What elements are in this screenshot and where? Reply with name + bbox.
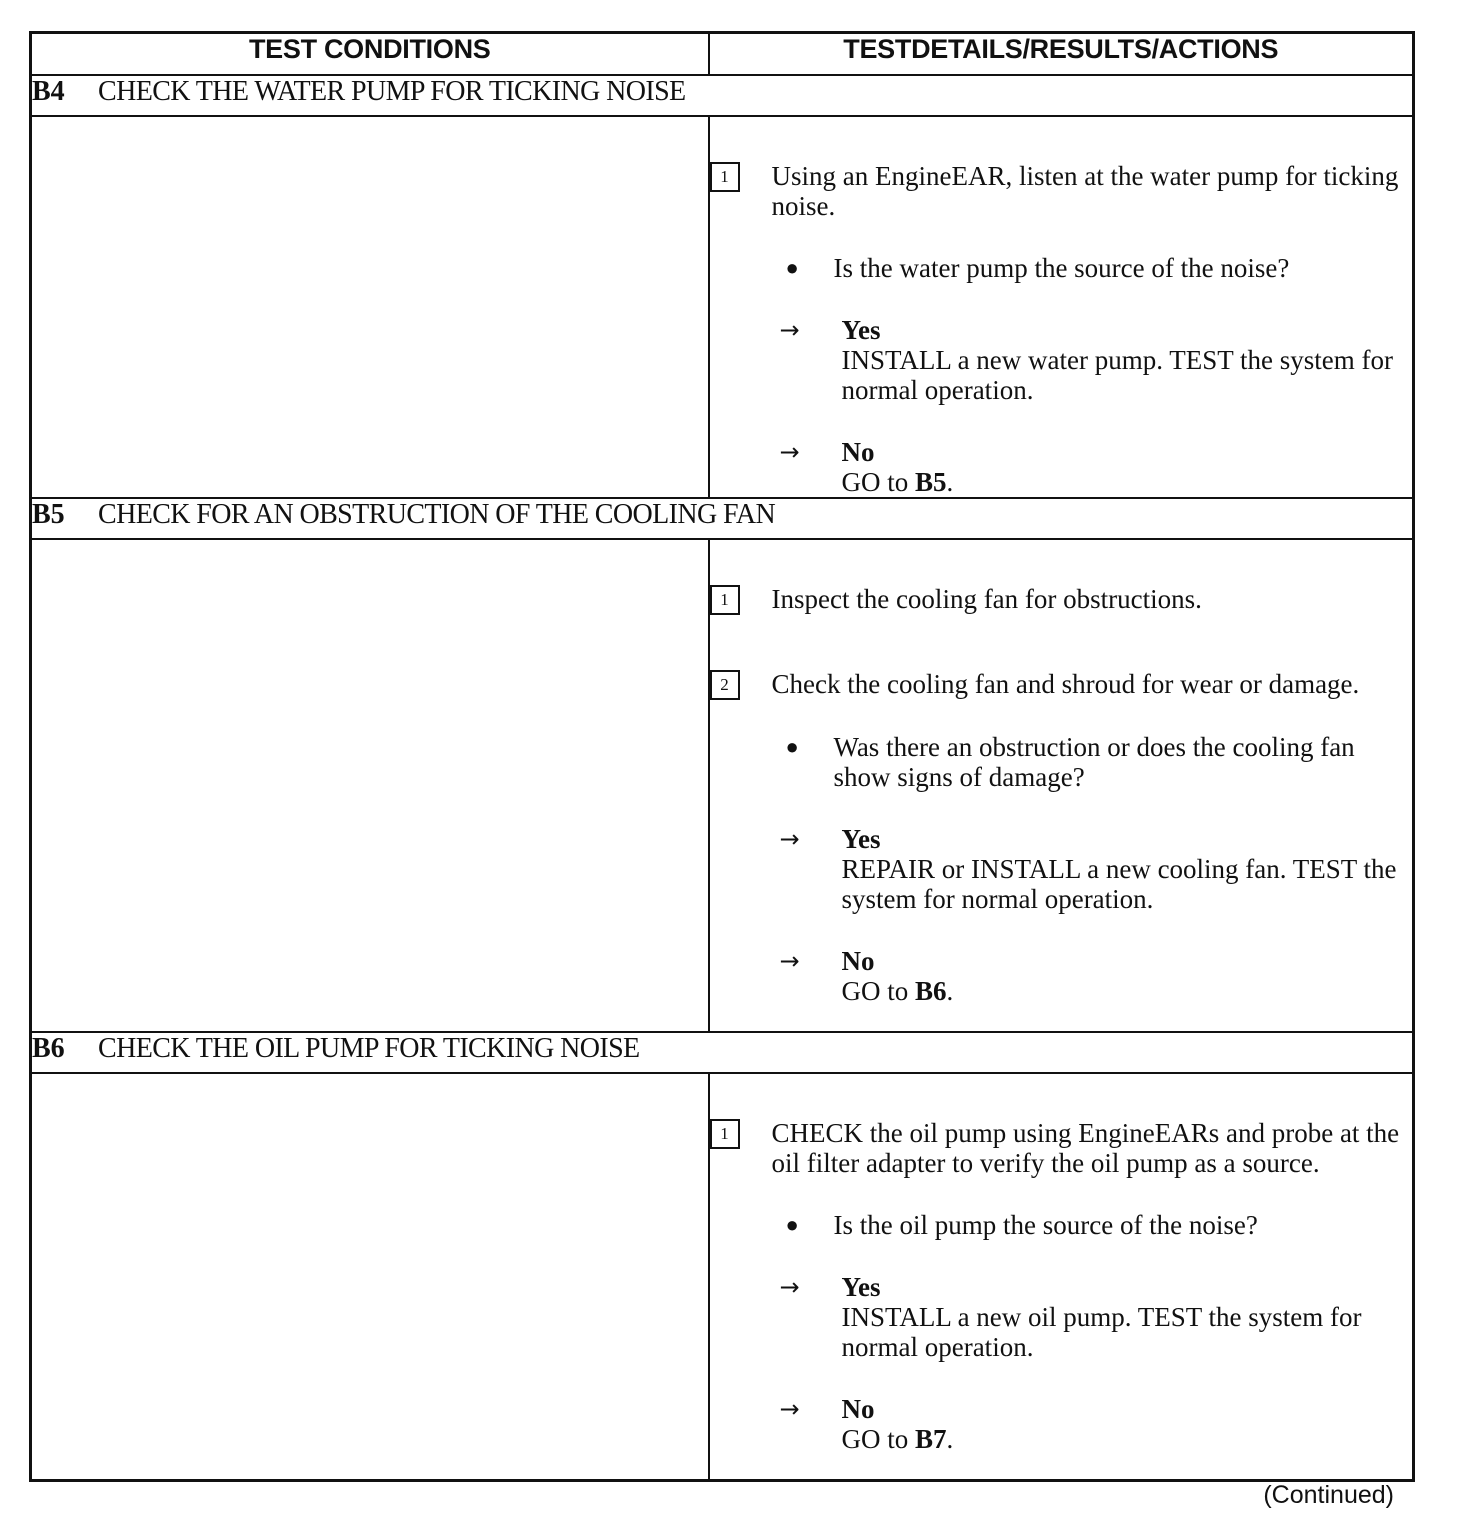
test-details-cell (709, 539, 1414, 1032)
step-number-box: 2 (710, 670, 740, 700)
test-details-header: TESTDETAILS/RESULTS/ACTIONS (709, 33, 1414, 76)
section-body-row-b5 (31, 539, 1414, 1032)
arrow-right-icon: → (779, 438, 800, 466)
step-item (710, 669, 1413, 700)
section-code: B5 (32, 499, 65, 530)
yes-action-text: INSTALL a new water pump. TEST the system for normal operation. (841, 345, 1393, 405)
no-label: No (841, 437, 875, 467)
question-item (710, 732, 1413, 792)
yes-label: Yes (841, 824, 881, 854)
question-text: Was there an obstruction or does the cooling fan show signs of damage? (833, 732, 1355, 792)
section-heading (31, 75, 1414, 116)
question-item (710, 1210, 1413, 1240)
no-action-text (842, 976, 1413, 1006)
no-action-prefix: GO to (841, 976, 909, 1006)
step-item (710, 584, 1413, 615)
table-header-row (31, 33, 1414, 76)
no-action-text (842, 1424, 1413, 1454)
bullet-icon: ● (785, 255, 799, 280)
no-action-target: B6 (915, 976, 947, 1006)
no-action-prefix: GO to (841, 467, 909, 497)
question-text: Is the water pump the source of the noise? (833, 253, 1290, 283)
yes-label: Yes (841, 1272, 881, 1302)
section-heading-row-b4 (31, 75, 1414, 116)
section-heading (31, 1032, 1414, 1073)
arrow-right-icon: → (779, 1395, 800, 1423)
bullet-icon: ● (785, 734, 799, 759)
question-text: Is the oil pump the source of the noise? (833, 1210, 1258, 1240)
yes-answer (710, 315, 1413, 405)
section-title: CHECK FOR AN OBSTRUCTION OF THE COOLING FAN (98, 499, 776, 530)
no-action-prefix: GO to (841, 1424, 909, 1454)
no-action-text (842, 467, 1413, 497)
arrow-right-icon: → (779, 316, 800, 344)
diagnostic-procedure-page (29, 31, 1412, 1482)
step-text: CHECK the oil pump using EngineEARs and probe at the oil filter adapter to verify the oil pump as a source. (771, 1118, 1400, 1178)
test-conditions-cell (31, 539, 709, 1032)
no-label: No (841, 946, 875, 976)
yes-action-text: REPAIR or INSTALL a new cooling fan. TEST the system for normal operation. (841, 854, 1397, 914)
section-code: B6 (32, 1033, 65, 1064)
pinpoint-test-table (29, 31, 1415, 1482)
step-number-box: 1 (710, 1119, 740, 1149)
no-answer (710, 946, 1413, 1006)
no-action-suffix: . (946, 1424, 954, 1454)
section-heading-row-b5 (31, 498, 1414, 539)
test-details-cell (709, 1073, 1414, 1480)
section-title: CHECK THE WATER PUMP FOR TICKING NOISE (98, 76, 686, 107)
section-heading (31, 498, 1414, 539)
yes-label: Yes (841, 315, 881, 345)
test-details-cell (709, 116, 1414, 498)
test-conditions-cell (31, 116, 709, 498)
test-conditions-cell (31, 1073, 709, 1480)
continued-note: (Continued) (1263, 1481, 1394, 1509)
section-code: B4 (32, 76, 65, 107)
bullet-icon: ● (785, 1212, 799, 1237)
step-item (710, 161, 1413, 221)
question-item (710, 253, 1413, 283)
yes-action-text: INSTALL a new oil pump. TEST the system for normal operation. (841, 1302, 1362, 1362)
step-number-box: 1 (710, 162, 740, 192)
step-item (710, 1118, 1413, 1178)
step-number-box: 1 (710, 585, 740, 615)
yes-answer (710, 824, 1413, 914)
section-title: CHECK THE OIL PUMP FOR TICKING NOISE (98, 1033, 640, 1064)
section-body-row-b4 (31, 116, 1414, 498)
no-action-target: B7 (915, 1424, 947, 1454)
arrow-right-icon: → (779, 947, 800, 975)
arrow-right-icon: → (779, 1273, 800, 1301)
step-text: Check the cooling fan and shroud for wear or damage. (771, 669, 1360, 699)
yes-answer (710, 1272, 1413, 1362)
test-conditions-header: TEST CONDITIONS (31, 33, 709, 76)
no-action-target: B5 (915, 467, 947, 497)
no-answer (710, 1394, 1413, 1454)
no-answer (710, 437, 1413, 497)
section-heading-row-b6 (31, 1032, 1414, 1073)
step-text: Inspect the cooling fan for obstructions. (771, 584, 1202, 614)
no-label: No (841, 1394, 875, 1424)
arrow-right-icon: → (779, 825, 800, 853)
no-action-suffix: . (946, 467, 954, 497)
no-action-suffix: . (946, 976, 954, 1006)
section-body-row-b6 (31, 1073, 1414, 1480)
step-text: Using an EngineEAR, listen at the water pump for ticking noise. (771, 161, 1399, 221)
